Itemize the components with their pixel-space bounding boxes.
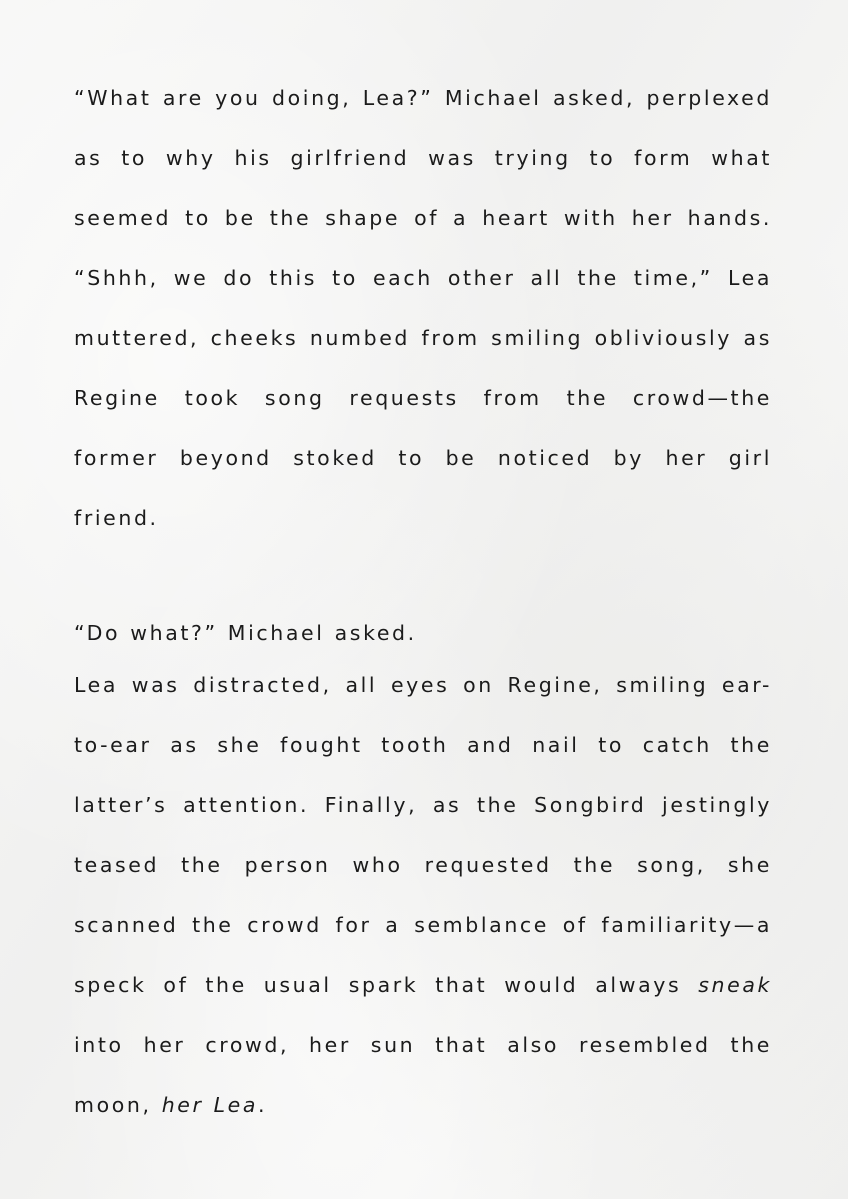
dialogue-line: “Do what?” Michael asked. <box>74 621 417 645</box>
emphasis-her-lea: her Lea <box>161 1093 259 1117</box>
paragraph-2 <box>74 655 772 1135</box>
paragraph-1: “What are you doing, Lea?” Michael asked, perplexed as to why his girlfriend was trying to form what seemed to be the shape of a heart with her hands. “Shhh, we do this to each other all the time,” Lea muttered, cheeks numbed from smiling obliviously as Regine took song requests from the crowd—the former beyond stoked to be noticed by her girl friend. <box>74 86 772 530</box>
emphasis-sneak: sneak <box>698 973 772 997</box>
paragraph-2-part-3: . <box>258 1093 268 1117</box>
paragraph-2-part-2: into her crowd, her sun that also resembled the moon, <box>74 1033 772 1117</box>
paragraph-2-part-1: Lea was distracted, all eyes on Regine, smiling ear-to-ear as she fought tooth and nail to catch the latter’s attention. Finally, as the Songbird jestingly teased the person who requested the song, she scanned the crowd for a semblance of familiarity—a speck of the usual spark that would always <box>74 673 772 997</box>
